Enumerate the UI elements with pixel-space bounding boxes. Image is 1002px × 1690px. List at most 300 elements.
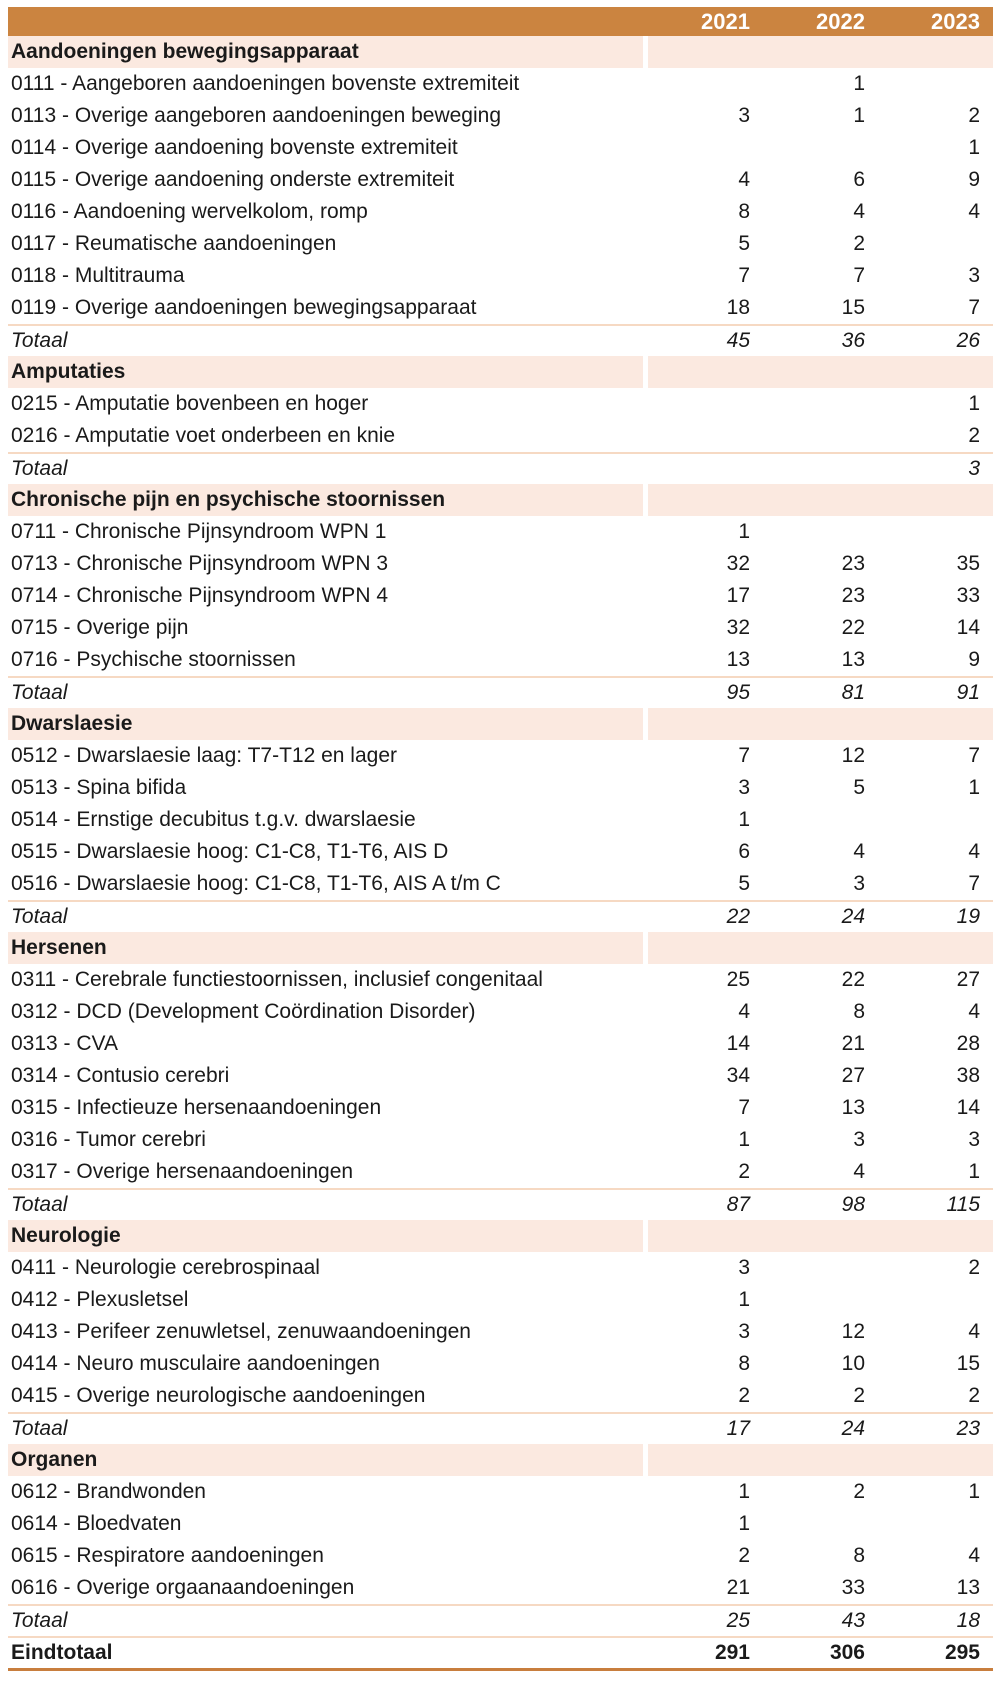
table-row-value-2022: 1 (853, 104, 865, 127)
table-row (8, 1380, 993, 1412)
table-row-value-2023: 38 (956, 1064, 980, 1087)
table-row-label: 0316 - Tumor cerebri (11, 1128, 206, 1151)
table-row-value-2021: 3 (738, 1256, 750, 1279)
table-row-value-2022: 2 (853, 1384, 865, 1407)
section-header-row (8, 1220, 993, 1252)
table-row-value-2022: 10 (841, 1352, 865, 1375)
table-row-value-2023: 3 (968, 1128, 980, 1151)
table-row-label: 0215 - Amputatie bovenbeen en hoger (11, 392, 369, 415)
table-row-value-2023: 1 (968, 136, 980, 159)
total-row-value-2023: 23 (956, 1417, 980, 1440)
year-header-spacer (8, 7, 643, 36)
total-row-value-2023: 26 (956, 329, 980, 352)
table-row-value-2023: 1 (968, 1480, 980, 1503)
table-row-values (648, 132, 993, 164)
table-row-value-2023: 13 (956, 1576, 980, 1599)
table-row-values (648, 1028, 993, 1060)
table-row (8, 68, 993, 100)
table-row-label: 0516 - Dwarslaesie hoog: C1-C8, T1-T6, AIS A t/m C (11, 872, 501, 895)
year-header-2021: 2021 (701, 9, 750, 34)
table-row-value-2023 (878, 1508, 993, 1540)
table-row-value-2022 (763, 804, 878, 836)
total-row-value-2022: 81 (841, 681, 865, 704)
table-row-value-2021: 32 (726, 552, 750, 575)
table-row-value-2021: 2 (738, 1384, 750, 1407)
table-row-values (648, 836, 993, 868)
section-header-row (8, 484, 993, 516)
section-header-row-label: Chronische pijn en psychische stoornissen (8, 484, 643, 516)
table-row-values (648, 100, 993, 132)
section-header-row-values (648, 1444, 993, 1476)
table-row (8, 100, 993, 132)
table-row-value-2021: 3 (738, 776, 750, 799)
table-row-value-2022: 2 (853, 232, 865, 255)
table-row-values (648, 516, 993, 548)
section-header-row-value-2021 (648, 1444, 763, 1476)
table-row (8, 132, 993, 164)
section-header-row-values (648, 36, 993, 68)
table-row-values (648, 1508, 993, 1540)
table-row-value-2021: 2 (738, 1160, 750, 1183)
diagnosis-year-table (8, 7, 993, 1671)
table-row-value-2022 (763, 132, 878, 164)
total-row-values (648, 326, 993, 356)
section-header-row-label: Dwarslaesie (8, 708, 643, 740)
section-header-row-label: Neurologie (8, 1220, 643, 1252)
table-row-value-2022 (763, 420, 878, 452)
section-header-row-values (648, 484, 993, 516)
table-row-value-2023: 2 (968, 424, 980, 447)
table-row-label: 0113 - Overige aangeboren aandoeningen beweging (11, 104, 502, 127)
table-row-label: 0116 - Aandoening wervelkolom, romp (11, 200, 368, 223)
table-row-value-2021: 1 (738, 520, 750, 543)
table-row-value-2022: 4 (853, 840, 865, 863)
total-row (8, 900, 993, 932)
table-row (8, 836, 993, 868)
table-row-values (648, 1348, 993, 1380)
table-row-value-2022: 4 (853, 200, 865, 223)
section-header-row (8, 708, 993, 740)
total-row-value-2021: 87 (726, 1193, 750, 1216)
table-row-value-2022: 2 (853, 1480, 865, 1503)
total-row-label: Totaal (11, 1193, 68, 1216)
section-header-row-value-2023 (878, 932, 993, 964)
table-row-value-2023: 15 (956, 1352, 980, 1375)
grand-total-2021: 291 (714, 1641, 750, 1664)
table-row-value-2022: 12 (841, 744, 865, 767)
table-row-values (648, 164, 993, 196)
table-row (8, 164, 993, 196)
table-row-value-2021: 8 (738, 200, 750, 223)
table-row-value-2021 (648, 68, 763, 100)
total-row-values (648, 1190, 993, 1220)
table-row-value-2023: 7 (968, 872, 980, 895)
table-row (8, 772, 993, 804)
section-header-row-value-2022 (763, 932, 878, 964)
table-row (8, 1572, 993, 1604)
table-row (8, 228, 993, 260)
total-row (8, 452, 993, 484)
table-row (8, 964, 993, 996)
total-row-value-2022: 43 (841, 1609, 865, 1632)
total-row-value-2023: 91 (956, 681, 980, 704)
table-row-value-2023: 35 (956, 552, 980, 575)
total-row (8, 1604, 993, 1636)
section-header-row-value-2022 (763, 1220, 878, 1252)
table-row (8, 740, 993, 772)
table-row-value-2023: 4 (968, 840, 980, 863)
table-row-label: 0216 - Amputatie voet onderbeen en knie (11, 424, 396, 447)
table-row (8, 804, 993, 836)
table-row-values (648, 580, 993, 612)
table-row-value-2022: 6 (853, 168, 865, 191)
table-row-value-2021: 5 (738, 232, 750, 255)
total-row-label: Totaal (11, 681, 68, 704)
section-header-row-value-2022 (763, 1444, 878, 1476)
section-header-row-values (648, 708, 993, 740)
table-row-label: 0714 - Chronische Pijnsyndroom WPN 4 (11, 584, 388, 607)
section-header-row-values (648, 1220, 993, 1252)
table-row-values (648, 1156, 993, 1188)
table-row (8, 1348, 993, 1380)
table-row-value-2022 (763, 516, 878, 548)
total-row-value-2023: 18 (956, 1609, 980, 1632)
table-row-label: 0713 - Chronische Pijnsyndroom WPN 3 (11, 552, 388, 575)
table-row-value-2021 (648, 132, 763, 164)
table-row-value-2021: 18 (726, 296, 750, 319)
table-row-value-2021: 1 (738, 808, 750, 831)
table-row-label: 0115 - Overige aandoening onderste extremiteit (11, 168, 455, 191)
total-row-values (648, 1606, 993, 1636)
table-row (8, 516, 993, 548)
total-row-value-2023: 3 (968, 457, 980, 480)
table-row-label: 0312 - DCD (Development Coördination Disorder) (11, 1000, 476, 1023)
table-row-label: 0616 - Overige orgaanaandoeningen (11, 1576, 355, 1599)
section-header-row-value-2022 (763, 484, 878, 516)
table-row-label: 0513 - Spina bifida (11, 776, 187, 799)
table-row-value-2023: 2 (968, 104, 980, 127)
table-row-values (648, 1252, 993, 1284)
table-row-label: 0614 - Bloedvaten (11, 1512, 182, 1535)
table-row-values (648, 740, 993, 772)
table-row-value-2021: 2 (738, 1544, 750, 1567)
table-row-values (648, 1284, 993, 1316)
table-row-value-2023 (878, 804, 993, 836)
table-row-label: 0715 - Overige pijn (11, 616, 189, 639)
total-row-values (648, 454, 993, 484)
section-header-row-value-2023 (878, 1444, 993, 1476)
grand-total-values (648, 1638, 993, 1668)
table-row (8, 1284, 993, 1316)
total-row-label: Totaal (11, 1417, 68, 1440)
table-row-value-2021: 4 (738, 168, 750, 191)
total-row-value-2023: 19 (956, 905, 980, 928)
table-row-value-2023: 9 (968, 168, 980, 191)
table-row-label: 0412 - Plexusletsel (11, 1288, 189, 1311)
table-row (8, 1028, 993, 1060)
grand-total-label: Eindtotaal (11, 1641, 113, 1664)
section-header-row-value-2023 (878, 356, 993, 388)
section-header-row-values (648, 932, 993, 964)
section-header-row-value-2021 (648, 1220, 763, 1252)
table-row (8, 868, 993, 900)
section-header-row-label: Amputaties (8, 356, 643, 388)
table-row-value-2022: 3 (853, 1128, 865, 1151)
table-row-value-2022 (763, 1284, 878, 1316)
table-row-value-2023: 1 (968, 1160, 980, 1183)
table-row-value-2022 (763, 388, 878, 420)
table-row-values (648, 996, 993, 1028)
table-row-label: 0413 - Perifeer zenuwletsel, zenuwaandoeningen (11, 1320, 471, 1343)
total-row-label: Totaal (11, 329, 68, 352)
section-header-row-value-2023 (878, 484, 993, 516)
total-row-value-2021: 95 (726, 681, 750, 704)
total-row-value-2021 (648, 454, 763, 484)
section-header-row-label: Aandoeningen bewegingsapparaat (8, 36, 643, 68)
total-row-value-2021: 17 (726, 1417, 750, 1440)
table-row-value-2023: 3 (968, 264, 980, 287)
table-row-values (648, 612, 993, 644)
table-row-label: 0514 - Ernstige decubitus t.g.v. dwarslaesie (11, 808, 416, 831)
table-row (8, 580, 993, 612)
total-row-label: Totaal (11, 905, 68, 928)
section-header-row (8, 1444, 993, 1476)
table-row-values (648, 196, 993, 228)
table-row (8, 260, 993, 292)
table-row-values (648, 1476, 993, 1508)
table-row-label: 0411 - Neurologie cerebrospinaal (11, 1256, 320, 1279)
table-row-value-2021: 7 (738, 1096, 750, 1119)
table-row-value-2022: 13 (841, 1096, 865, 1119)
table-row-value-2021 (648, 388, 763, 420)
table-row-label: 0615 - Respiratore aandoeningen (11, 1544, 324, 1567)
table-row-label: 0415 - Overige neurologische aandoeningen (11, 1384, 426, 1407)
table-row-label: 0716 - Psychische stoornissen (11, 648, 296, 671)
table-row (8, 1316, 993, 1348)
table-row-values (648, 420, 993, 452)
section-header-row-value-2022 (763, 36, 878, 68)
table-row-values (648, 292, 993, 324)
table-row-value-2021: 14 (726, 1032, 750, 1055)
table-row-value-2023: 9 (968, 648, 980, 671)
table-row-value-2023: 7 (968, 296, 980, 319)
table-row (8, 1156, 993, 1188)
table-row-label: 0612 - Brandwonden (11, 1480, 206, 1503)
table-row-value-2023: 7 (968, 744, 980, 767)
section-header-row (8, 932, 993, 964)
total-row-value-2022: 98 (841, 1193, 865, 1216)
table-row-value-2021: 6 (738, 840, 750, 863)
total-row-value-2022: 24 (841, 1417, 865, 1440)
section-header-row-value-2021 (648, 356, 763, 388)
table-row-value-2022: 5 (853, 776, 865, 799)
table-row-values (648, 644, 993, 676)
section-header-row-value-2023 (878, 1220, 993, 1252)
table-row-value-2023: 28 (956, 1032, 980, 1055)
table-row-value-2022: 21 (841, 1032, 865, 1055)
total-row-values (648, 678, 993, 708)
table-row-value-2023: 1 (968, 776, 980, 799)
table-row (8, 196, 993, 228)
table-row-values (648, 868, 993, 900)
table-row (8, 996, 993, 1028)
table-row-values (648, 804, 993, 836)
table-row-value-2022 (763, 1252, 878, 1284)
table-row-values (648, 1540, 993, 1572)
section-header-row-value-2021 (648, 708, 763, 740)
total-row-value-2022: 24 (841, 905, 865, 928)
table-row-value-2023: 4 (968, 1320, 980, 1343)
table-row-value-2022: 1 (853, 72, 865, 95)
total-row-label: Totaal (11, 457, 68, 480)
table-row-value-2021: 7 (738, 744, 750, 767)
table-row-label: 0314 - Contusio cerebri (11, 1064, 230, 1087)
table-row-label: 0515 - Dwarslaesie hoog: C1-C8, T1-T6, AIS D (11, 840, 449, 863)
table-row (8, 420, 993, 452)
table-row-value-2023: 33 (956, 584, 980, 607)
table-row (8, 1060, 993, 1092)
table-row-values (648, 772, 993, 804)
table-row-value-2021: 1 (738, 1128, 750, 1151)
table-row-value-2023: 1 (968, 392, 980, 415)
section-header-row-label: Hersenen (8, 932, 643, 964)
table-row-value-2021: 5 (738, 872, 750, 895)
table-row-value-2021: 1 (738, 1480, 750, 1503)
table-row-value-2023: 4 (968, 1544, 980, 1567)
table-row (8, 388, 993, 420)
table-row-value-2023: 2 (968, 1256, 980, 1279)
table-row-value-2021: 13 (726, 648, 750, 671)
table-row-value-2021: 1 (738, 1512, 750, 1535)
table-row-values (648, 1060, 993, 1092)
grand-total-2022: 306 (829, 1641, 865, 1664)
table-row-value-2022: 7 (853, 264, 865, 287)
table-row-value-2023 (878, 228, 993, 260)
total-row (8, 324, 993, 356)
table-row-value-2022: 27 (841, 1064, 865, 1087)
table-row-value-2022 (763, 1508, 878, 1540)
table-row (8, 1508, 993, 1540)
table-row-value-2023 (878, 68, 993, 100)
total-row (8, 1412, 993, 1444)
table-row-values (648, 388, 993, 420)
total-row-value-2023: 115 (946, 1193, 980, 1216)
year-header-2023: 2023 (931, 9, 980, 34)
table-row-label: 0114 - Overige aandoening bovenste extremiteit (11, 136, 458, 159)
table-row (8, 612, 993, 644)
table-row (8, 548, 993, 580)
table-row-label: 0315 - Infectieuze hersenaandoeningen (11, 1096, 382, 1119)
table-row-value-2023: 14 (956, 1096, 980, 1119)
table-row-value-2022: 3 (853, 872, 865, 895)
table-row-value-2022: 22 (841, 616, 865, 639)
total-row-value-2021: 22 (726, 905, 750, 928)
section-header-row-value-2023 (878, 36, 993, 68)
table-row-label: 0111 - Aangeboren aandoeningen bovenste extremiteit (11, 72, 520, 95)
table-row-value-2021: 3 (738, 1320, 750, 1343)
table-row-value-2023: 14 (956, 616, 980, 639)
table-row-value-2023: 4 (968, 1000, 980, 1023)
table-row-value-2023 (878, 1284, 993, 1316)
section-header-row (8, 356, 993, 388)
table-row-value-2023: 4 (968, 200, 980, 223)
table-row-values (648, 1092, 993, 1124)
table-row-value-2022: 4 (853, 1160, 865, 1183)
total-row-value-2022: 36 (841, 329, 865, 352)
total-row-value-2021: 25 (726, 1609, 750, 1632)
table-row-value-2021: 3 (738, 104, 750, 127)
table-row (8, 1092, 993, 1124)
table-row-value-2023: 27 (956, 968, 980, 991)
table-row-label: 0117 - Reumatische aandoeningen (11, 232, 337, 255)
total-row-values (648, 902, 993, 932)
table-row-value-2022: 8 (853, 1544, 865, 1567)
total-row-label: Totaal (11, 1609, 68, 1632)
table-row-values (648, 1380, 993, 1412)
table-row-values (648, 68, 993, 100)
table-row-value-2021: 21 (726, 1576, 750, 1599)
table-row-label: 0118 - Multitrauma (11, 264, 185, 287)
year-header-values (648, 7, 993, 36)
table-row-value-2022: 8 (853, 1000, 865, 1023)
total-row-value-2022 (763, 454, 878, 484)
table-row-values (648, 1124, 993, 1156)
table-row-label: 0317 - Overige hersenaandoeningen (11, 1160, 354, 1183)
table-row-values (648, 260, 993, 292)
table-row-value-2021: 8 (738, 1352, 750, 1375)
table-row-label: 0313 - CVA (11, 1032, 118, 1055)
section-header-row-value-2021 (648, 484, 763, 516)
table-row-value-2021 (648, 420, 763, 452)
table-row-value-2021: 17 (726, 584, 750, 607)
total-row-values (648, 1414, 993, 1444)
year-header-2022: 2022 (816, 9, 865, 34)
table-row-value-2022: 23 (841, 584, 865, 607)
section-header-row (8, 36, 993, 68)
table-row-values (648, 964, 993, 996)
table-row-value-2021: 4 (738, 1000, 750, 1023)
table-row-value-2023 (878, 516, 993, 548)
table-row-values (648, 228, 993, 260)
grand-total-2023: 295 (944, 1641, 980, 1664)
table-row-value-2022: 33 (841, 1576, 865, 1599)
section-header-row-value-2022 (763, 356, 878, 388)
total-row-value-2021: 45 (726, 329, 750, 352)
table-row (8, 644, 993, 676)
total-row (8, 1188, 993, 1220)
table-row-values (648, 548, 993, 580)
table-row-values (648, 1316, 993, 1348)
section-header-row-value-2021 (648, 932, 763, 964)
table-row (8, 1476, 993, 1508)
table-row-value-2023: 2 (968, 1384, 980, 1407)
table-body (8, 36, 993, 1636)
table-row-value-2022: 13 (841, 648, 865, 671)
total-row (8, 676, 993, 708)
table-row-value-2021: 1 (738, 1288, 750, 1311)
table-row-label: 0119 - Overige aandoeningen bewegingsapparaat (11, 296, 477, 319)
table-row-value-2022: 12 (841, 1320, 865, 1343)
table-row-label: 0512 - Dwarslaesie laag: T7-T12 en lager (11, 744, 397, 767)
table-row-label: 0311 - Cerebrale functiestoornissen, inclusief congenitaal (11, 968, 543, 991)
section-header-row-value-2022 (763, 708, 878, 740)
table-row-value-2022: 22 (841, 968, 865, 991)
table-row (8, 1540, 993, 1572)
table-row (8, 292, 993, 324)
table-row-value-2022: 23 (841, 552, 865, 575)
table-row-values (648, 1572, 993, 1604)
table-row-value-2021: 34 (726, 1064, 750, 1087)
